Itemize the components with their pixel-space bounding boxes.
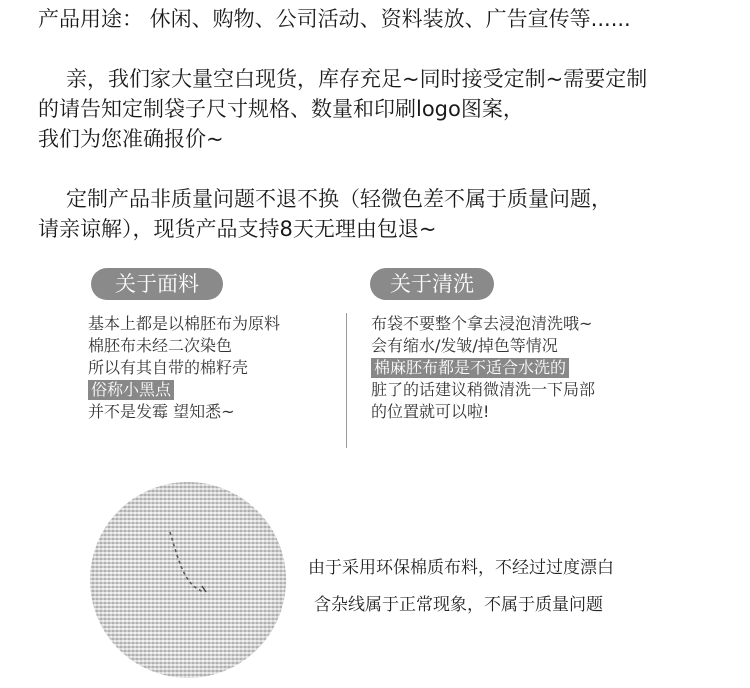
fabric-line: 所以有其自带的棉籽壳 bbox=[88, 358, 249, 377]
fabric-texture-image bbox=[90, 482, 286, 678]
wash-section-title: 关于清洗 bbox=[370, 268, 494, 300]
stray-thread-icon bbox=[90, 482, 286, 678]
column-divider bbox=[346, 313, 347, 448]
fabric-line: 基本上都是以棉胚布为原料 bbox=[88, 314, 281, 333]
stock-line-1: 亲，我们家大量空白现货，库存充足~同时接受定制~需要定制 bbox=[66, 67, 648, 91]
wash-info-column bbox=[371, 313, 595, 423]
fabric-info-column bbox=[88, 313, 280, 423]
spacer bbox=[38, 34, 738, 64]
wash-line: 的位置就可以啦! bbox=[371, 402, 490, 421]
fabric-highlight: 俗称小黑点 bbox=[88, 380, 174, 400]
fabric-section-title: 关于面料 bbox=[91, 268, 223, 300]
fabric-line: 并不是发霉 望知悉~ bbox=[88, 402, 235, 421]
wash-line: 布袋不要整个拿去浸泡清洗哦~ bbox=[371, 314, 593, 333]
bottom-caption-line-2: 含杂线属于正常现象，不属于质量问题 bbox=[314, 595, 603, 615]
bottom-caption-line-1: 由于采用环保棉质布料，不经过过度漂白 bbox=[308, 558, 614, 578]
intro-text-block bbox=[38, 4, 738, 244]
stock-line-3: 我们为您准确报价~ bbox=[38, 127, 224, 151]
spacer bbox=[38, 154, 738, 184]
wash-line: 会有缩水/发皱/掉色等情况 bbox=[371, 336, 558, 355]
stock-line-2: 的请告知定制袋子尺寸规格、数量和印刷logo图案， bbox=[38, 97, 524, 121]
usage-line: 产品用途： 休闲、购物、公司活动、资料装放、广告宣传等...... bbox=[38, 7, 631, 31]
fabric-line: 棉胚布未经二次染色 bbox=[88, 336, 233, 355]
wash-line: 脏了的话建议稍微清洗一下局部 bbox=[371, 380, 596, 399]
policy-line-2: 请亲谅解），现货产品支持8天无理由包退~ bbox=[38, 217, 437, 241]
policy-line-1: 定制产品非质量问题不退不换（轻微色差不属于质量问题， bbox=[66, 187, 612, 211]
wash-highlight: 棉麻胚布都是不适合水洗的 bbox=[371, 358, 569, 378]
